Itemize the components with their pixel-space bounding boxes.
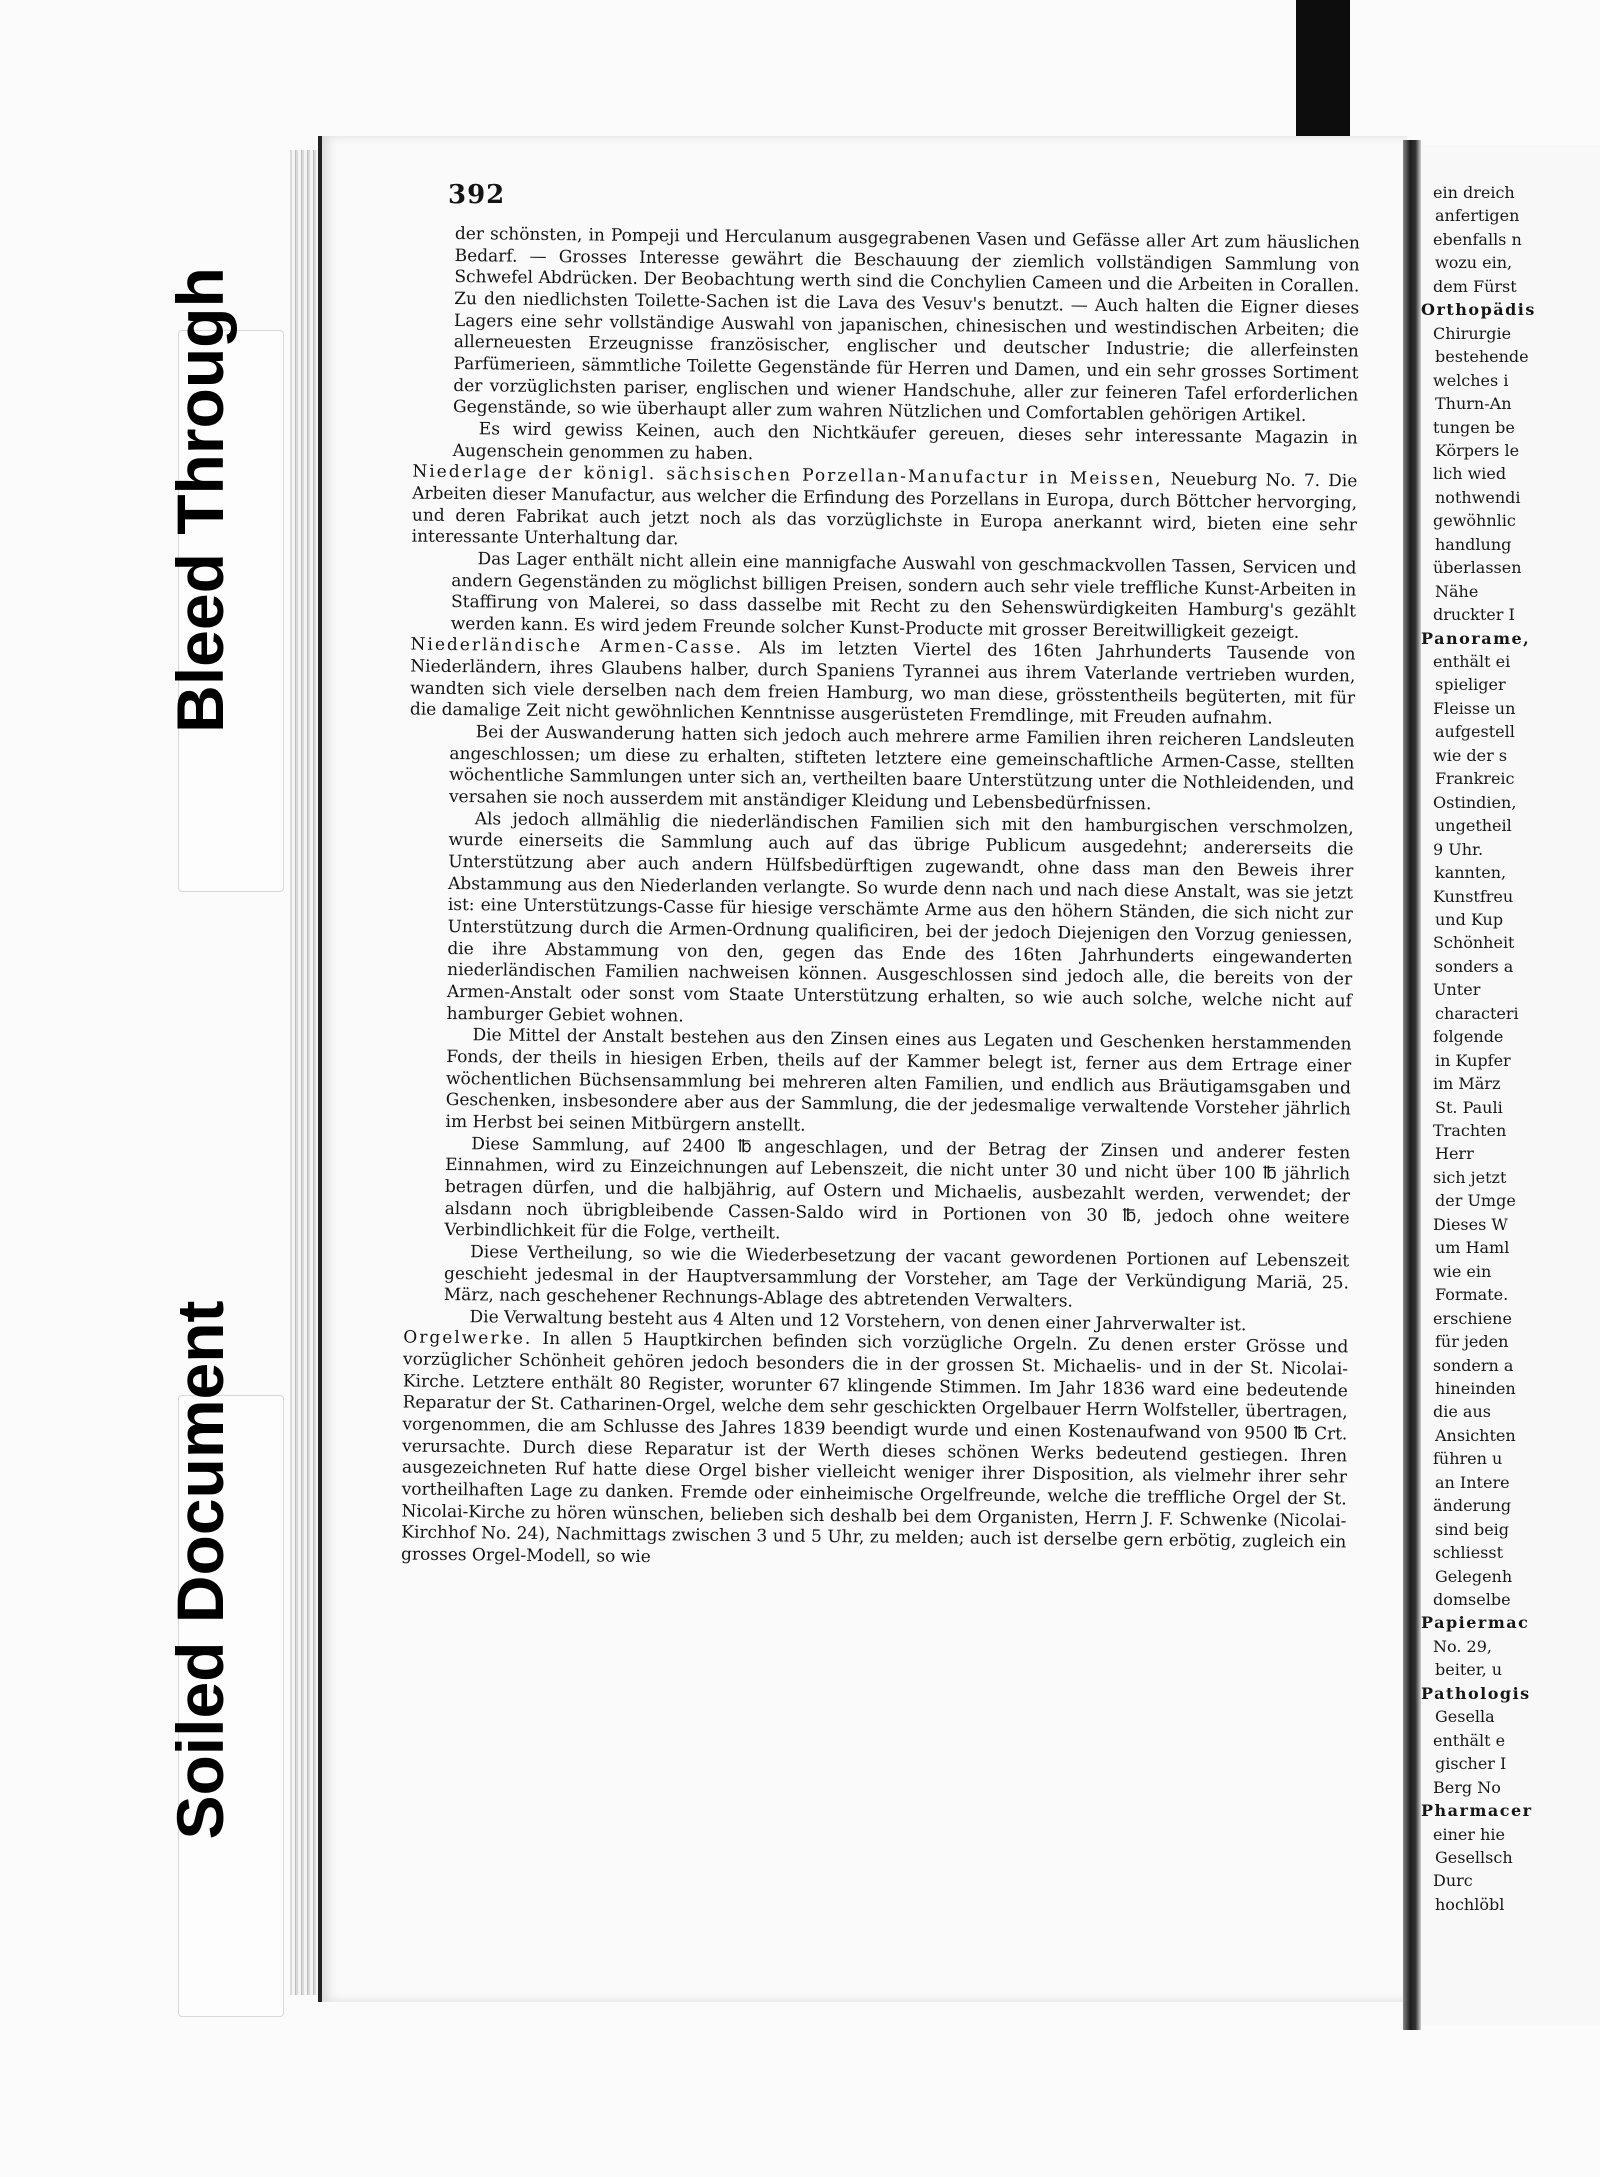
fragment-line: ungetheil <box>1435 816 1512 836</box>
soiled-document-label-text: Soiled Document <box>163 1300 237 1840</box>
fragment-line: Nähe <box>1435 581 1479 601</box>
fragment-line: beiter, u <box>1435 1660 1503 1680</box>
paragraph-text: Diese Vertheilung, so wie die Wiederbesetzung der vacant gewordenen Portionen auf Lebenszeit geschieht jedesmal in der Hauptversammlung der Vorsteher, am Tage der Verkündigung Mariä, 25. März, nach geschehener Rechnungs-Ablage des abtretenden Verwalters. <box>443 1242 1350 1312</box>
bleed-through-label-text: Bleed Through <box>163 267 237 733</box>
fragment-line: schliesst <box>1433 1543 1504 1563</box>
fragment-line: Ansichten <box>1435 1425 1516 1445</box>
adjacent-page-fragment <box>1421 145 1600 2025</box>
text-paragraph <box>444 1134 1350 1252</box>
fragment-line: Thurn-An <box>1435 394 1512 414</box>
fragment-line: Dieses W <box>1433 1214 1508 1234</box>
entry-heading: Niederländische Armen-Casse. <box>410 635 744 659</box>
fragment-line: domselbe <box>1433 1590 1511 1609</box>
fragment-line: Schönheit <box>1433 933 1515 953</box>
fragment-line: druckter I <box>1433 605 1515 625</box>
fragment-line: der Umge <box>1435 1191 1516 1211</box>
fragment-line: No. 29, <box>1433 1636 1492 1656</box>
fragment-line: gischer I <box>1435 1754 1507 1774</box>
fragment-line: in Kupfer <box>1435 1050 1511 1070</box>
fragment-line: Pharmacer <box>1421 1801 1533 1821</box>
fragment-line: nothwendi <box>1435 487 1521 507</box>
fragment-line: erschiene <box>1433 1308 1512 1328</box>
fragment-line: ein dreich <box>1433 183 1515 202</box>
fragment-line: 9 Uhr. <box>1433 839 1484 859</box>
fragment-line: Orthopädis <box>1421 300 1536 320</box>
fragment-line: Körpers le <box>1435 440 1520 460</box>
fragment-line: sich jetzt <box>1433 1167 1507 1187</box>
fragment-line: Formate. <box>1435 1285 1509 1305</box>
fragment-line: anfertigen <box>1435 206 1520 226</box>
fragment-line: einer hie <box>1433 1824 1505 1844</box>
fragment-line: sondern a <box>1433 1355 1514 1375</box>
fragment-line: wie ein <box>1433 1261 1492 1281</box>
book-gutter <box>1403 140 1421 2030</box>
fragment-line: änderung <box>1433 1496 1512 1516</box>
fragment-line: handlung <box>1435 534 1512 554</box>
fragment-line: aufgestell <box>1435 722 1515 742</box>
fragment-line: hineinden <box>1435 1378 1516 1398</box>
entry-heading: Niederlage der königl. sächsischen Porzellan-Manufactur in Meissen, <box>412 461 1163 490</box>
fragment-line: Papiermac <box>1421 1613 1530 1633</box>
fragment-line: führen u <box>1433 1449 1503 1469</box>
fragment-line: enthält ei <box>1433 652 1511 671</box>
fragment-line: Frankreic <box>1435 769 1515 789</box>
page-number: 392 <box>448 180 506 210</box>
fragment-line: Herr <box>1435 1144 1474 1164</box>
fragment-line: an Intere <box>1435 1472 1510 1492</box>
fragment-line: welches i <box>1433 370 1509 390</box>
fragment-line: folgende <box>1433 1027 1504 1047</box>
fragment-line: bestehende <box>1435 347 1529 367</box>
fragment-line: St. Pauli <box>1435 1097 1503 1117</box>
bleed-through-label <box>163 267 237 733</box>
fragment-line: Fleisse un <box>1433 698 1516 718</box>
entry-paragraph <box>412 462 1358 559</box>
paragraph-text: Es wird gewiss Keinen, auch den Nichtkäufer gereuen, dieses sehr interessante Magazin in Augenschein genommen zu haben. <box>452 419 1358 464</box>
page-text <box>400 224 1360 1576</box>
fragment-line: lich wied <box>1433 464 1507 484</box>
fragment-line: um Haml <box>1435 1238 1510 1258</box>
fragment-line: Berg No <box>1433 1777 1501 1797</box>
paragraph-text: Als im letzten Viertel des 16ten Jahrhunderts Tausende von Niederländern, ihres Glaubens halber, durch Spaniens Tyrannei aus ihrem Vaterlande vertrieben wurden, wandten sich viele derselben nach dem freien Hamburg, wo man diese, grösstentheils begüterten, mit für die damalige Zeit nicht gewöhnlichen Kenntnisse ausgerüsteten Fremdlinge, mit Freuden aufnahm. <box>409 638 1356 730</box>
paragraph-text: der schönsten, in Pompeji und Herculanum ausgegrabenen Vasen und Gefässe aller Art zum häuslichen Bedarf. — Grosses Interesse gewährt die Beschauung der ziemlich vollständigen Sammlung von Schwefel Abdrücken. Der Beobachtung werth sind die Conchylien Cameen und die Arbeiten in Corallen. Zu den niedlichsten Toilette-Sachen ist die Lava des Vesuv's benutzt. — Auch halten die Eigner dieses Lagers eine sehr vollständige Auswahl von japanischen, chinesischen und westindischen Arbeiten; die allerneuesten Erzeugnisse französischer, englischer und deutscher Industrie; die allerfeinsten Parfümerieen, sämmtliche Toilette Gegenstände für Herren und Damen, und ein sehr grosses Sortiment der vorzüglichsten pariser, englischen und wiener Handschuhe, aller zur feineren Tafel erforderlichen Gegenstände, so wie überhaupt aller zum wahren Nützlichen und Comfortablen gehörigen Artikel. <box>452 224 1360 427</box>
entry-heading: Orgelwerke. <box>403 1327 533 1350</box>
text-paragraph <box>449 722 1355 818</box>
paragraph-text: Das Lager enthält nicht allein eine mannigfache Auswahl von geschmackvollen Tassen, Servicen und andern Gegenständen zu möglichst billigen Preisen, sondern auch sehr viele treffliche Kunst-Arbeiten in Staffirung von Malerei, so dass dasselbe mit Recht zu den Sehenswürdigkeiten Hamburg's gezählt werden kann. Es wird jedem Freunde solcher Kunst-Producte mit grosser Bereitwilligkeit gezeigt. <box>450 549 1357 643</box>
paragraph-text: In allen 5 Hauptkirchen befinden sich vorzügliche Orgeln. Zu denen erster Grösse und vorzüglicher Schönheit gehören jedoch besonders die in der grossen St. Michaelis- und in der St. Nicolai-Kirche. Letztere enthält 80 Register, worunter 67 klingende Stimmen. Im Jahr 1836 ward eine bedeutende Reparatur der St. Catharinen-Orgel, welche dem sehr geschickten Orgelbauer Herrn Wolfsteller, übertragen, vorgenommen, die am Schlusse des Jahres 1839 beendigt wurde und einen Kostenaufwand von 9500 ℔ Crt. verursachte. Durch diese Reparatur ist der Werth dieses schönen Werks bedeutend gestiegen. Ihren ausgezeichneten Ruf hatte diese Orgel bisher vielleicht weniger ihrer Disposition, als vielmehr ihrer sehr vortheilhaften Lage zu danken. Fremde oder einheimische Orgelfreunde, welche die treffliche Orgel der St. Nicolai-Kirche zu hören wünschen, belieben sich deshalb bei dem Organisten, Herrn J. F. Schwenke (Nicolai-Kirchhof No. 24), Nachmittags zwischen 3 und 5 Uhr, zu melden; auch ist derselbe gern erbötig, zugleich ein grosses Orgel-Modell, so wie <box>400 1329 1349 1568</box>
entry-paragraph <box>410 635 1356 732</box>
text-paragraph <box>444 1242 1350 1316</box>
fragment-line: im März <box>1433 1074 1501 1094</box>
fragment-line: gewöhnlic <box>1433 511 1516 531</box>
fragment-line: ebenfalls n <box>1433 229 1522 249</box>
page-stack-edge <box>290 150 320 1995</box>
fragment-line: kannten, <box>1435 863 1507 883</box>
fragment-line: hochlöbl <box>1435 1894 1505 1914</box>
fragment-line: enthält e <box>1433 1730 1506 1750</box>
fragment-line: überlassen <box>1433 558 1522 578</box>
paragraph-text: Die Mittel der Anstalt bestehen aus den Zinsen eines aus Legaten und Geschenken herstammenden Fonds, der theils in hiesigen Erben, theils auf der Kammer belegt ist, ferner aus dem Ertrage einer wöchentlichen Büchsensammlung bei mehreren alten Familien, und endlich aus Bräutigamsgaben und Geschenken, insbesondere aber aus der Sammlung, die der jedesmalige verwaltende Vorsteher jährlich im Herbst bei seinen Mitbürgern anstellt. <box>445 1025 1352 1136</box>
fragment-line: spieliger <box>1435 675 1506 695</box>
fragment-line: sind beig <box>1435 1519 1510 1539</box>
text-paragraph <box>447 809 1354 1035</box>
paragraph-text: Als jedoch allmählig die niederländischen Familien sich mit den hamburgischen verschmolzen, wurde einerseits die Sammlung auch auf das übrige Publicum ausgedehnt; andererseits die Unterstützung aber auch andern Hülfsbedürftigen zugewandt, ohne dass man den Beweis ihrer Abstammung aus den Niederlanden verlangte. So wurde denn nach und nach diese Anstalt, was sie jetzt ist: eine Unterstützungs-Casse für hiesige verschämte Arme aus den höhern Ständen, die sich nicht zur Unterstützung durch die Armen-Ordnung qualificiren, bei der jedoch Diejenigen den Vorzug geniessen, die ihre Abstammung von den, gegen das Ende des 16ten Jahrhunderts eingewanderten niederländischen Familien nachweisen können. Ausgeschlossen sind jedoch alle, die bereits von der Armen-Anstalt oder sonst vom Staate Unterstützung erhalten, so wie auch solche, welche nicht auf hamburger Gebiet wohnen. <box>446 808 1354 1027</box>
fragment-line: wozu ein, <box>1435 253 1513 273</box>
fragment-line: die aus <box>1433 1402 1491 1422</box>
fragment-line: Gesella <box>1435 1707 1495 1727</box>
text-paragraph <box>445 1025 1351 1143</box>
fragment-line: und Kup <box>1435 909 1504 929</box>
fragment-line: dem Fürst <box>1433 276 1517 296</box>
fragment-line: wie der s <box>1433 745 1508 765</box>
soiled-document-label <box>163 1300 237 1840</box>
text-paragraph <box>453 224 1360 428</box>
fragment-line: für jeden <box>1435 1332 1509 1352</box>
fragment-line: Kunstfreu <box>1433 886 1514 906</box>
fragment-line: sonders a <box>1435 956 1514 976</box>
paragraph-text: Die Verwaltung besteht aus 4 Alten und 12 Vorstehern, von denen einer Jahrverwalter ist. <box>469 1307 1247 1336</box>
fragment-line: Unter <box>1433 980 1481 1000</box>
fragment-line: Chirurgie <box>1433 323 1512 343</box>
fragment-line: Gelegenh <box>1435 1566 1513 1586</box>
entry-paragraph <box>401 1328 1348 1576</box>
fragment-line: tungen be <box>1433 417 1515 437</box>
paragraph-text: Bei der Auswanderung hatten sich jedoch auch mehrere arme Familien ihren reicheren Landsleuten angeschlossen; um diese zu erhalten, stifteten letztere eine gemeinschaftliche Armen-Casse, stellten wöchentliche Sammlungen unter sich an, vertheilten baare Unterstützung unter die Nothleidenden, und versahen sie noch ausserdem mit anständiger Kleidung und Lebensbedürfnissen. <box>448 722 1355 815</box>
scanner-edge <box>1296 0 1350 142</box>
fragment-line: Ostindien, <box>1433 792 1517 812</box>
fragment-line: characteri <box>1435 1003 1519 1023</box>
fragment-line: Pathologis <box>1421 1683 1531 1703</box>
paragraph-text: Neueburg No. 7. Die Arbeiten dieser Manufactur, aus welcher die Erfindung des Porzellans in Europa, durch Böttcher hervorging, und deren Fabrikat auch jetzt noch als das vorzüglichste in Europa anerkannt wird, bieten eine sehr interessante Unterhaltung dar. <box>411 469 1358 550</box>
fragment-line: Trachten <box>1433 1121 1507 1140</box>
text-paragraph <box>451 549 1357 645</box>
fragment-line: Durc <box>1433 1871 1473 1891</box>
paragraph-text: Diese Sammlung, auf 2400 ℔ angeschlagen, und der Betrag der Zinsen und anderer festen Einnahmen, wird zu Einzeichnungen auf Lebenszeit, die nicht unter 30 und nicht über 100 ℔ jährlich betragen dürfen, und die halbjährig, auf Ostern und Michaelis, ausbezahlt werden, verwendet; der alsdann noch übrigbleibende Cassen-Saldo wird in Portionen von 30 ℔, jedoch ohne weitere Verbindlichkeit für die Folge, vertheilt. <box>444 1133 1351 1244</box>
fragment-line: Gesellsch <box>1435 1847 1513 1867</box>
fragment-line: Panorame, <box>1421 628 1531 648</box>
